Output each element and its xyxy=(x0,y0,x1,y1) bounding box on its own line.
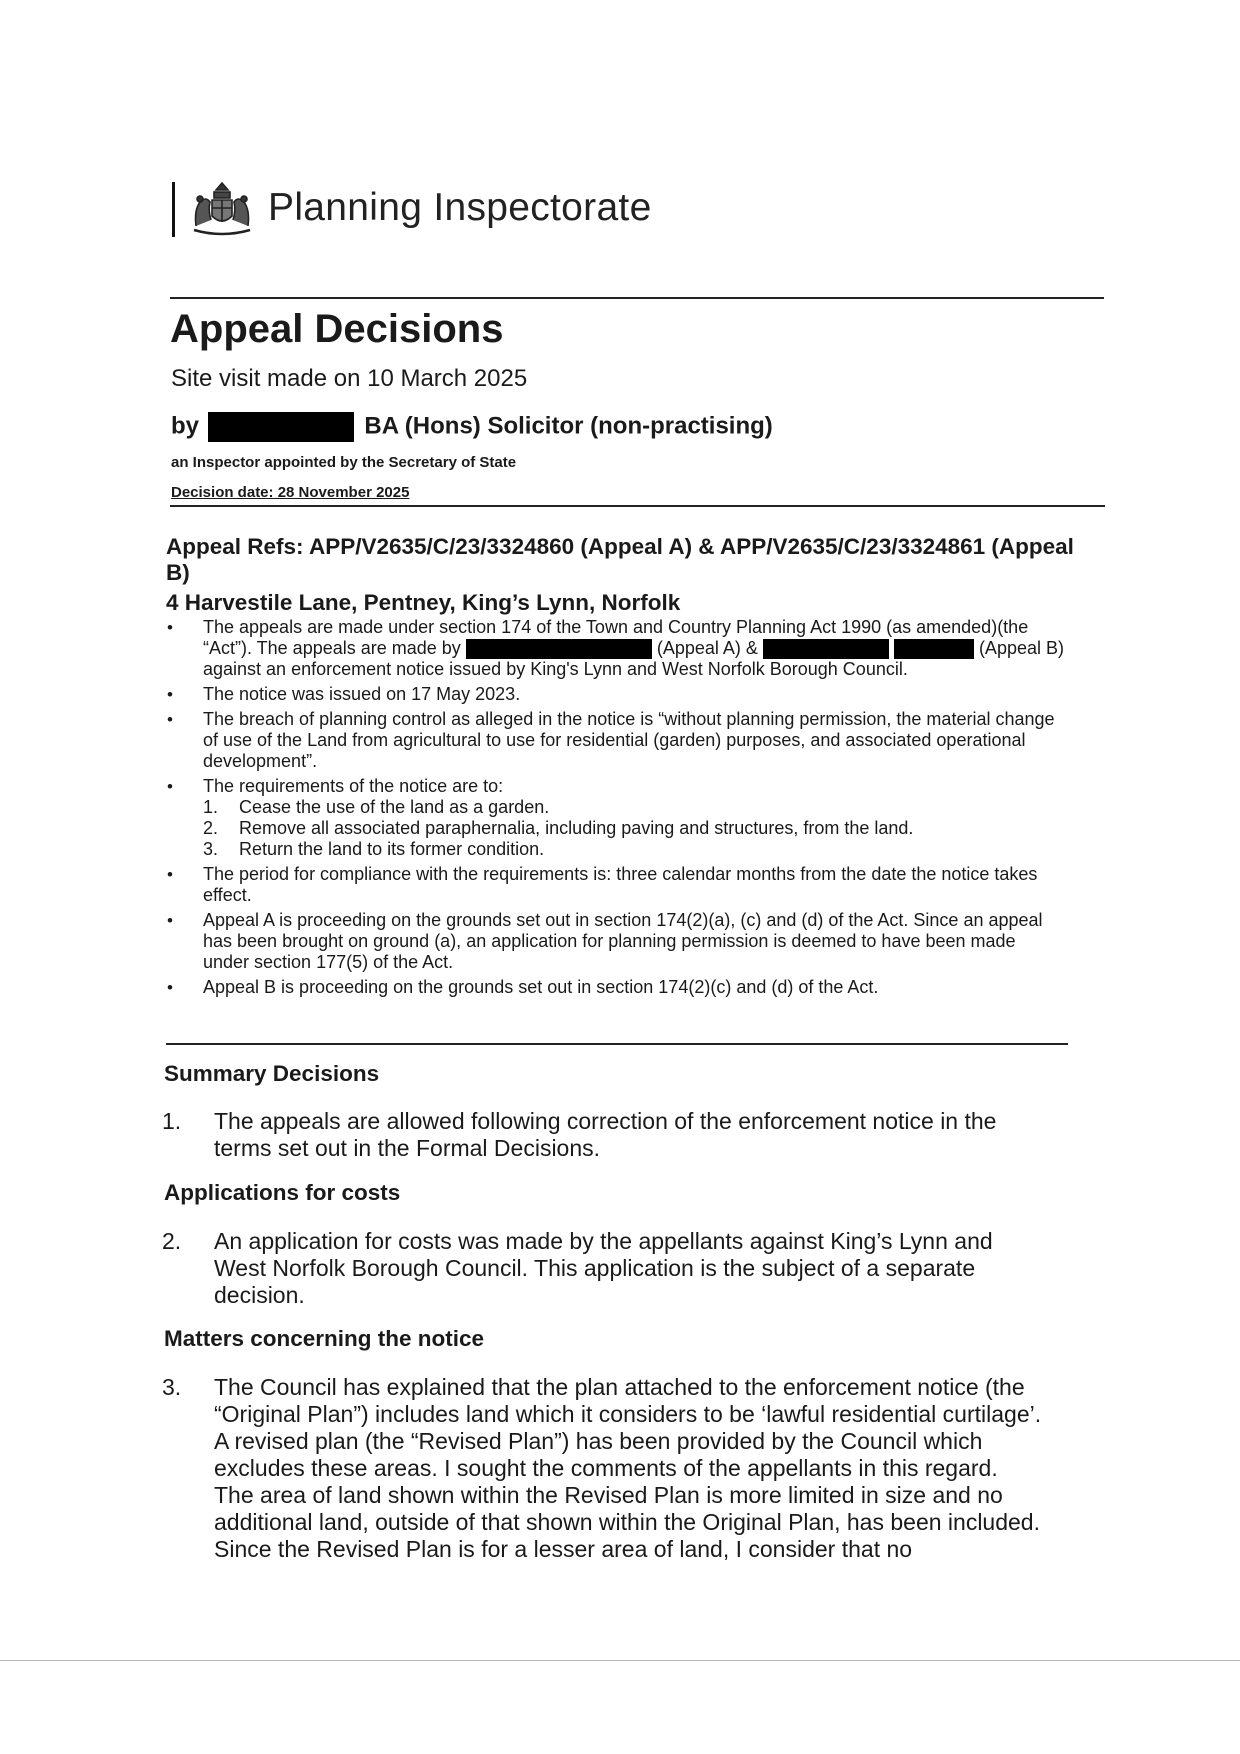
requirement-item xyxy=(203,818,1066,839)
requirements-list xyxy=(203,797,1066,860)
inspector-qualification: BA (Hons) Solicitor (non-practising) xyxy=(364,412,773,440)
list-item: • The period for compliance with the requirements is: three calendar months from the date the notice takes effect. xyxy=(166,864,1066,906)
inspector-appointment: an Inspector appointed by the Secretary of State xyxy=(171,454,517,471)
paragraph-3 xyxy=(162,1374,1042,1563)
redaction-appellant-b-cont xyxy=(894,639,974,659)
paragraph-text: The Council has explained that the plan attached to the enforcement notice (the “Original Plan”) includes land which it considers to be ‘lawful residential curtilage’. A revised plan (the “Revised Plan”) has been provided by the Council which excludes these areas. I sought the comments of the appellants in this regard. The area of land shown within the Revised Plan is more limited in size and no additional land, outside of that shown within the Original Plan, has been included. Since the Revised Plan is for a lesser area of land, I consider that no xyxy=(214,1374,1042,1562)
paragraph-2 xyxy=(162,1228,1042,1309)
bullet-text: The appeals are made under section 174 of the Town and Country Planning Act 1990 (as amended)(the “Act”). The appeals are made by xyxy=(203,617,1029,658)
list-item: • Appeal A is proceeding on the grounds set out in section 174(2)(a), (c) and (d) of the Act. Since an appeal has been brought on ground (a), an application for planning permission is deemed to have been made under section 177(5) of the Act. xyxy=(166,910,1066,973)
requirement-item xyxy=(203,839,1066,860)
requirement-number: 1. xyxy=(203,797,219,818)
summary-box-rule xyxy=(166,1043,1068,1045)
site-address: 4 Harvestile Lane, Pentney, King’s Lynn, Norfolk xyxy=(166,590,681,615)
requirement-number: 3. xyxy=(203,839,219,860)
site-visit-date: Site visit made on 10 March 2025 xyxy=(171,365,528,392)
redaction-appellant-a xyxy=(466,639,652,659)
inspector-line xyxy=(171,412,773,442)
redaction-appellant-b xyxy=(763,639,889,659)
list-item xyxy=(166,776,1066,860)
by-label: by xyxy=(171,412,200,440)
paragraph-text: An application for costs was made by the appellants against King’s Lynn and West Norfolk Borough Council. This application is the subject of a separate decision. xyxy=(214,1228,993,1308)
paragraph-number: 2. xyxy=(162,1228,182,1254)
section-heading-costs: Applications for costs xyxy=(164,1180,401,1205)
requirement-text: Remove all associated paraphernalia, including paving and structures, from the land. xyxy=(239,818,914,839)
decision-date: Decision date: 28 November 2025 xyxy=(171,484,410,501)
paragraph-number: 3. xyxy=(162,1374,182,1400)
bullet-text: (Appeal A) & xyxy=(656,638,758,658)
list-item: • The notice was issued on 17 May 2023. xyxy=(166,684,1066,705)
appeal-summary-list xyxy=(166,617,1066,1002)
list-item: • Appeal B is proceeding on the grounds set out in section 174(2)(c) and (d) of the Act. xyxy=(166,977,1066,998)
royal-coat-of-arms-icon xyxy=(186,180,258,238)
header-divider xyxy=(170,297,1104,299)
logo-divider xyxy=(172,182,175,237)
section-heading-summary: Summary Decisions xyxy=(164,1061,380,1086)
list-item xyxy=(166,617,1066,680)
requirement-item xyxy=(203,797,1066,818)
bullet-text: The requirements of the notice are to: xyxy=(203,776,504,797)
requirement-text: Cease the use of the land as a garden. xyxy=(239,797,550,818)
paragraph-text: The appeals are allowed following correction of the enforcement notice in the terms set out in the Formal Decisions. xyxy=(214,1108,997,1161)
list-item: • The breach of planning control as alleged in the notice is “without planning permission, the material change of use of the Land from agricultural to use for residential (garden) purposes, and associated operational development”. xyxy=(166,709,1066,772)
redaction-inspector-name xyxy=(208,412,354,442)
paragraph-1 xyxy=(162,1108,1042,1162)
scan-artifact-line xyxy=(0,1660,1240,1661)
organisation-name: Planning Inspectorate xyxy=(268,186,652,229)
section-heading-notice: Matters concerning the notice xyxy=(164,1326,485,1351)
bullet-text: (Appeal B) against an enforcement notice issued by King's Lynn and West Norfolk Borough Council. xyxy=(203,638,1064,680)
requirement-number: 2. xyxy=(203,818,219,839)
paragraph-number: 1. xyxy=(162,1108,182,1134)
appeal-references: Appeal Refs: APP/V2635/C/23/3324860 (Appeal A) & APP/V2635/C/23/3324861 (Appeal B) xyxy=(166,534,1074,585)
page-title: Appeal Decisions xyxy=(170,307,504,351)
requirement-text: Return the land to its former condition. xyxy=(239,839,545,860)
decision-date-rule xyxy=(170,505,1105,507)
